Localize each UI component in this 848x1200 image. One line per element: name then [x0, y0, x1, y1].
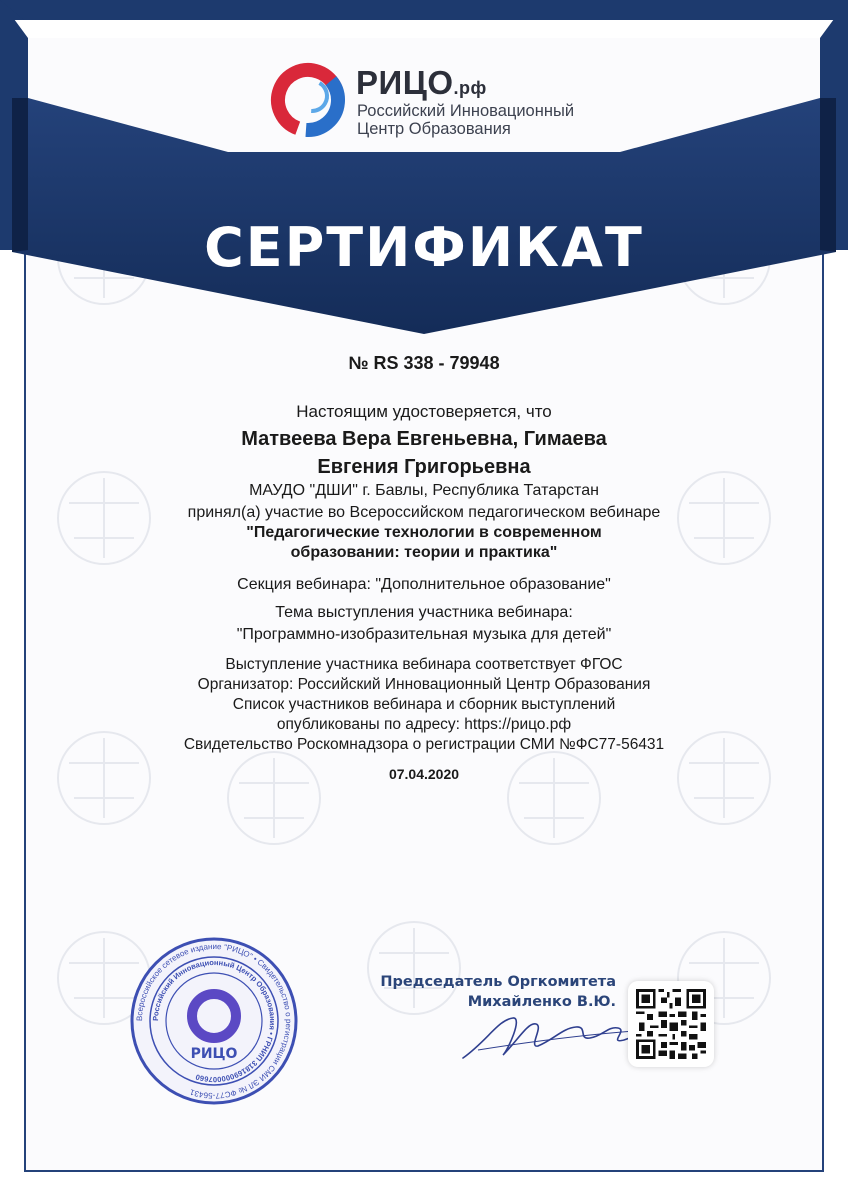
logo-title-suffix: .рф	[453, 78, 487, 98]
stamp-center-text: РИЦО	[190, 1046, 238, 1062]
footer-line1: Выступление участника вебинара соответствует ФГОС	[225, 656, 623, 673]
stamp-inner-text: Российский Инновационный Центр Образования • ГРНИП 318169000007660	[150, 957, 278, 1085]
intro-text: Настоящим удостоверяется, что	[296, 402, 552, 421]
logo-ring-icon	[268, 60, 348, 140]
footer-line5: Свидетельство Роскомнадзора о регистрации СМИ №ФС77-56431	[183, 736, 665, 753]
official-stamp	[124, 936, 304, 1106]
stamp-outer-text: Всероссийское сетевое издание "РИЦО" • Свидетельство о регистрации СМИ ЭЛ № ФС77-56431	[134, 941, 294, 1101]
footer-line4: опубликованы по адресу: https://рицо.рф	[276, 716, 572, 733]
issue-date: 07.04.2020	[388, 766, 460, 782]
logo-subtitle	[357, 102, 574, 138]
chairman-role: Председатель Оргкомитета	[380, 974, 616, 990]
webinar-section: Секция вебинара: "Дополнительное образование"	[237, 576, 611, 593]
qr-code-icon	[636, 989, 706, 1059]
chairman-name: Михайленко В.Ю.	[467, 994, 616, 1010]
certificate-number: № RS 338 - 79948	[348, 353, 500, 373]
participation-text: принял(а) участие во Всероссийском педагогическом вебинаре	[187, 504, 661, 521]
rico-logo	[268, 60, 598, 140]
footer-line2: Организатор: Российский Инновационный Центр Образования	[197, 676, 651, 693]
logo-title-text: РИЦО	[356, 64, 454, 101]
theme-label: Тема выступления участника вебинара:	[275, 604, 573, 621]
certificate-title: СЕРТИФИКАТ	[204, 216, 644, 279]
theme-value: "Программно-изобразительная музыка для детей"	[236, 626, 612, 643]
logo-subtitle-line1: Российский Инновационный	[357, 102, 575, 120]
webinar-title-line2: образовании: теории и практика"	[290, 544, 558, 561]
header-banner	[0, 0, 848, 340]
qr-code-card	[628, 981, 714, 1067]
footer-line3: Список участников вебинара и сборник выступлений	[232, 696, 616, 713]
organization-text: МАУДО "ДШИ" г. Бавлы, Республика Татарстан	[249, 482, 599, 499]
logo-subtitle-line2: Центр Образования	[357, 120, 511, 138]
webinar-title-line1: "Педагогические технологии в современном	[246, 524, 602, 541]
recipient-name-line1: Матвеева Вера Евгеньевна, Гимаева	[241, 428, 607, 450]
recipient-name-line2: Евгения Григорьевна	[317, 456, 531, 478]
logo-title	[356, 64, 487, 102]
